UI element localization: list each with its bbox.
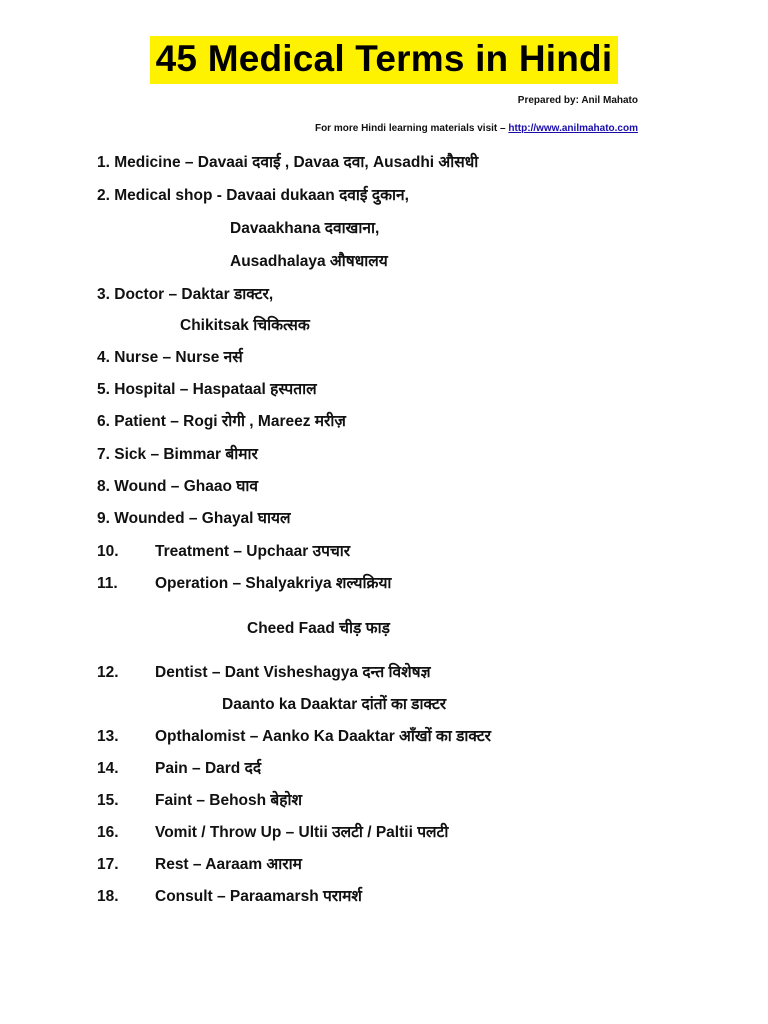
visit-text: For more Hindi learning materials visit – — [314, 123, 509, 134]
term-row: 1. Medicine – Davaai दवाई , Davaa दवा, Ausadhi औसधी — [97, 154, 479, 171]
page-title: 45 Medical Terms in Hindi — [150, 36, 619, 84]
term-row: 15. Faint – Behosh बेहोश — [97, 792, 303, 809]
term-row: 11. Operation – Shalyakriya शल्यक्रिया — [97, 575, 392, 592]
term-row-continuation: Ausadhalaya औषधालय — [230, 253, 388, 270]
term-row: 18. Consult – Paraamarsh परामर्श — [97, 888, 362, 905]
term-row: 9. Wounded – Ghayal घायल — [97, 510, 291, 527]
term-row: 14. Pain – Dard दर्द — [97, 760, 262, 777]
term-row: 2. Medical shop - Davaai dukaan दवाई दुकान, — [97, 187, 409, 204]
website-link[interactable]: http://www.anilmahato.com — [508, 123, 638, 134]
title-wrap — [0, 36, 768, 84]
term-row: 4. Nurse – Nurse नर्स — [97, 349, 243, 366]
term-row-continuation: Davaakhana दवाखाना, — [230, 220, 380, 237]
visit-line — [315, 123, 638, 134]
term-row-continuation: Chikitsak चिकित्सक — [180, 317, 310, 334]
term-row-continuation: Cheed Faad चीड़ फाड़ — [247, 620, 390, 637]
term-row: 8. Wound – Ghaao घाव — [97, 478, 259, 495]
term-row: 13. Opthalomist – Aanko Ka Daaktar आँखों का डाक्टर — [97, 728, 492, 745]
prepared-by: Prepared by: Anil Mahato — [517, 95, 638, 106]
term-row: 5. Hospital – Haspataal हस्पताल — [97, 381, 317, 398]
term-row: 7. Sick – Bimmar बीमार — [97, 446, 258, 463]
term-row: 12. Dentist – Dant Visheshagya दन्त विशेषज्ञ — [97, 664, 431, 681]
term-row: 16. Vomit / Throw Up – Ultii उलटी / Paltii पलटी — [97, 824, 449, 841]
term-row-continuation: Daanto ka Daaktar दांतों का डाक्टर — [222, 696, 447, 713]
term-row: 17. Rest – Aaraam आराम — [97, 856, 302, 873]
term-row: 6. Patient – Rogi रोगी , Mareez मरीज़ — [97, 413, 346, 430]
term-row: 3. Doctor – Daktar डाक्टर, — [97, 286, 274, 303]
term-row: 10. Treatment – Upchaar उपचार — [97, 543, 351, 560]
